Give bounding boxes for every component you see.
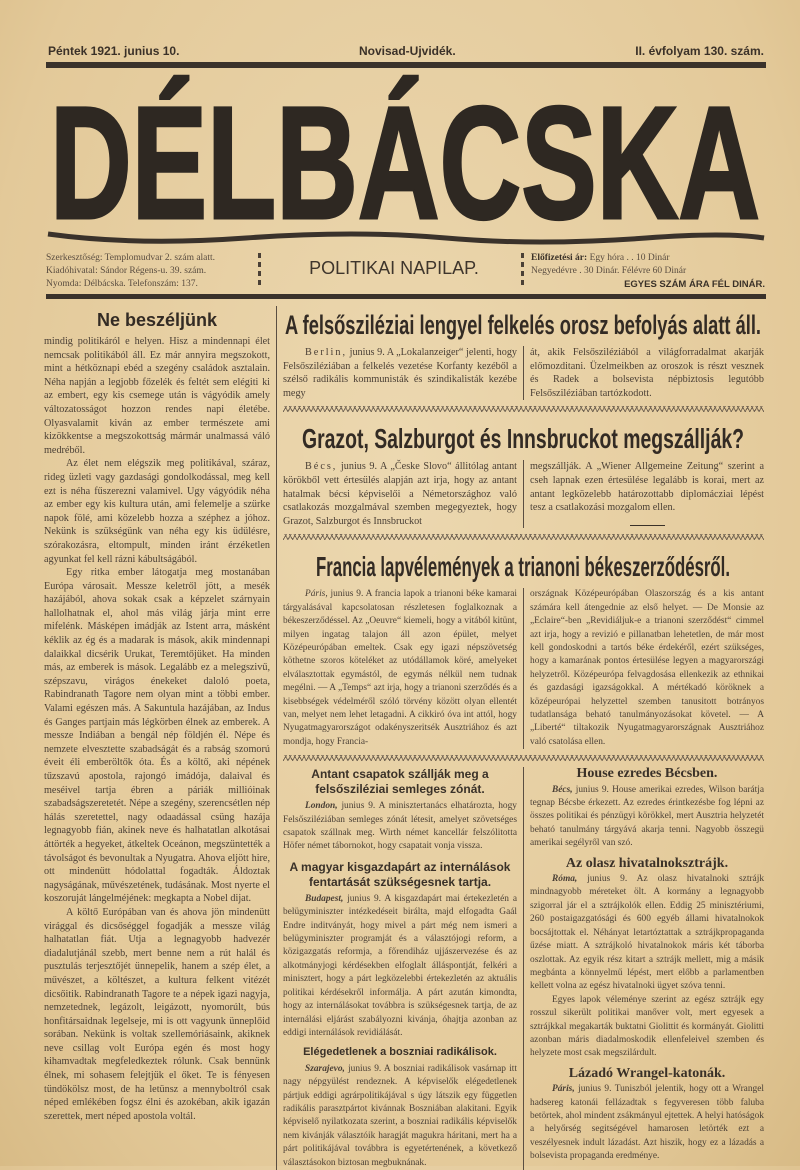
- right-area: [283, 306, 764, 1170]
- lower-columns: [283, 767, 764, 1170]
- separator-dots: [258, 253, 262, 289]
- dateline-place: Páris,: [552, 1084, 575, 1095]
- paragraph: Egy ritka ember látogatja meg mostanában Európa városait. Messze keletről jött, a mesék hazájából, ahova sokak csak a képzelet szárnyain hallolhatnak el, ahol más világ járja mint erre mifelénk. Másképen imádják az Istent arra, másként kéklik az ég és a madarak is mások, akik mindennapi dalaikkal dicsérik Urukat, Teremtőjüket. Ha minden más, az emberek is mások. Legalább ez a melegszivű, szépszavu, virágos énekeket daloló poeta, Rabindranath Tagore nem olyan mint a többi ember. Valami egészen más. A Sakuntula hazájában, az Indus és Ganges partjain más légkörben élnek az emberek. A messze Indiában a bengál nép földjén él. Népe és nemzete elvesztette szabadságát és a rabság szomorú éveit éli emberöltők óta. És a költő, aki népének tűzszavú apostola, rajongó imádója, dalaival és meséivel tartja ébren a páriák millióinak szabadságszeretetét. Népe a szegény, szerencsétlen nép hálás szeretettel, nagy odaadással csüng hazája legnagyobb fián, akinek neve és halhatatlan alkotásai áttörték a hegyeket, átkeltek Oceánon, megszüntették a távolságot és bevonultak a Nyugatra. Ahova eljött hire, ott mindenütt hódolattal fogadták. Áldoztak nagyságának, művészetének, tudásának. Most nyerte el koszoruját lángelméjének: megkapta a Nobel dijat.: [44, 567, 270, 905]
- publisher-info: [46, 252, 256, 291]
- paragraph: mindig politikáról e helyen. Hisz a mindennapi élet nemcsak politikából áll. Ez már annyira megszokott, mint a hétköznapi ebéd a szegény családok asztalain. Néha napján a legjobb főzelék és feltét sem elégiti ki az embert, egy kis csemege után is vágyódik amely változatosságot hozzon rendes napi életébe. Olyasvalamit kiván az ember természete ami kizökkentse a megszokottság mármár unalmassá váló medréből.: [44, 336, 270, 456]
- lead-article-title: Ne beszéljünk: [96, 310, 218, 330]
- article-text: Egyes lapok véleménye szerint az egész sztrájk egy rosszul sikerült politikai manőver volt, mert egyesek a sztrájkkal megakarták buktatni Giolittit és kormányát. Giolitti azonban máris diadalmoskodik ellenfeleivel szemben és helyzete most csak megszilárdult.: [530, 994, 764, 1059]
- subscription-quarterly: Negyedévre . 30 Dinár. Félévre 60 Dinár: [531, 266, 687, 276]
- column-divider: [276, 306, 277, 1170]
- printing-office: Nyomda: Délbácska. Telefonszám: 137.: [46, 279, 198, 289]
- right-column: [530, 767, 764, 1170]
- article-text: országnak Középeurópában Olaszország és a kis antant számára kell átengednie az első helyet. — De Monsie az „Eclaire“-ben „Revidiáljuk-e a trianoni szerződést“ cimmel azt irja, hogy a revizió e pillanatban lehetetlen, de már most kell gondoskodni a tartós béke érdekéről, ezért szükséges, hogy a kamarának pontos értesülése legyen a magyarországi helyzetről. Középeurópa felvagdosása ellenkezik az ethnikai és gazdasági igazságokkal. A mértékadó köröknek a középeurópai helyzettel szemben tanusitott botrányos tudatlansága beható tanulmányozásokat követel. — A „Liberté“ tiltakozik Nyugatmagyarországnak Ausztriához való csatolása ellen.: [530, 589, 764, 747]
- trianon-article: [283, 588, 764, 749]
- wavy-divider: [283, 406, 764, 412]
- main-content: [44, 306, 764, 1170]
- editorial-office: Szerkesztőség: Templomudvar 2. szám alatt.: [46, 253, 216, 263]
- lead-article-body: [44, 335, 270, 1123]
- issue-date: Péntek 1921. junius 10.: [48, 44, 180, 58]
- masthead-title: DÉLBÁCSKA: [50, 73, 760, 232]
- dateline-place: Róma,: [552, 874, 578, 885]
- article-text: junius 9. House amerikai ezredes, Wilson barátja tegnap Bécsbe érkezett. Az ezredes érintkezésbe fog lépni az összes politikai és pénzügyi körökkel, mert Ausztria helyzetét beható tanulmány tárgyává akarja tenni. Nagyobb összegü amerikai segélyről van szó.: [530, 784, 765, 849]
- kisgazda-title: A magyar kisgazdapárt az internálások fentartását szükségesnek tartja.: [289, 859, 511, 889]
- silesia-title: A felsősziléziai lengyel felkelés orosz befolyás alatt áll.: [284, 310, 761, 340]
- issue-place: Novisad-Ujvidék.: [358, 44, 456, 58]
- dateline-place: Bécs,: [305, 461, 338, 473]
- bosnia-title: Elégedetlenek a boszniai radikálisok.: [303, 1046, 497, 1059]
- masthead-logo: [46, 72, 766, 232]
- article-text: junius 9. A francia lapok a trianoni béke kamarai tárgyalásával kapcsolatosan részletesen foglalkoznak a békeszerződéssel. Az „Oeuvre“ kiemeli, hogy a vitából kitünt, milyen ingatag talajon áll azon épület, melyet Középeurópában emeltek. Csak egy igazi népszövetség köthetne szoros köteléket az utódállamok köré, amelyeket elválasztottak egymástól, de egymás nélkül nem tudnak megélni. — A „Temps“ azt irja, hogy a trianoni szerződés és a kisebbségek védelméről szóló törvény között olyan ellentét van, melyet nem lehet letagadni. A cikkiró óva int attól, hogy Nyugatmagyarországot odakényszeritsék Ausztriához és azt mondja, hogy Francia-: [283, 589, 517, 747]
- masthead: [46, 72, 766, 232]
- article-text: junius 9. Tuniszból jelentik, hogy ott a Wrangel hadsereg katonái fellázadtak s fegyveresen több faluba betörtek, ahol mindent zsákmányul ejtettek. A helyi hatóságok a helyőrség segitségével hamarosen letörték ezt a veszélyesnek indult lázadást. Azt hiszik, hogy ez a lázadás a bolsevista propaganda eredménye.: [530, 1084, 764, 1162]
- paragraph: A költő Európában van és ahova jön mindenütt virággal és dicsőséggel fogadják a messze világ halhatatlan fiát. Utja a legnagyobb hadvezér diadalutjánál szebb, mert benne nem a rút halál és pusztulás terjesztőjét ünnepelik, hanem a szép élet, a művészet, a költészet, a kultura felkent vitézét dicsőitik. Rabindranath Tagore te a népek igazi nagyja, nemzetednek, legázolt, leigázott, nyomorúlt, bús honfitársaidnak legelseje, mi is ott vagyunk ünneplőid sorában. Nekünk is voltak szellemóriásaink, akiknek neve csillag volt Európa egén és most hogy kihamvadtak megfeledkeztek rólunk. Csak bennünk élnek, mi sohasem felejtjük el őket. Te is fényesen tündökölsz most, de ha letünsz a mennyboltról csak néped emlékében fogsz élni és azokéban, akik igazán szerettek, mert néped apostola voltál.: [44, 906, 270, 1122]
- single-copy-price: EGYES SZÁM ÁRA FÉL DINÁR.: [624, 279, 765, 290]
- subscription-info: [531, 252, 765, 291]
- olasz-title: Az olasz hivatalnoksztrájk.: [565, 855, 729, 871]
- masthead-bottom-rule: [46, 294, 766, 299]
- dateline-place: Szarajevo,: [305, 1063, 345, 1074]
- graz-title: Grazot, Salzburgot és Innsbruckot megszállják?: [301, 423, 744, 455]
- wrangel-title: Lázadó Wrangel-katonák.: [568, 1065, 726, 1081]
- article-text: junius 9. Az olasz hivatalnoki sztrájk mindnagyobb méreteket ölt. A kormány a legnagyobb szigorral jár el a sztrájkolók ellen. Eddig 25 minisztériumi, 260 postaigazgatósági és 600 egyéb állami hivatalnokok bocsájtottak el. Néhányat letartóztattak a sztrájkpropaganda űzése miatt. A sztrájkoló hivatalnokok máris két táborba oszlottak. Az egyik rész kitart a sztrájk mellett, mig a másik megbánta a könnyelmű lépést, mert előbb a parlamentben kellett volna az egész hivatalnoki ügyet szóva tenni.: [530, 874, 765, 992]
- publishing-office: Kiadóhivatal: Sándor Régens-u. 39. szám.: [46, 266, 207, 276]
- article-text: junius 9. A kisgazdapárt mai értekezletén a belügyminiszter intézkedéseit birálta, majd elfogadta Gaál Endre inditványát, hogy mivel a párt még nem ismeri a belügyminiszter programját és a választójogi reform, a közigazgatás reformja, a főrendiház ujjászervezése és az alkotmányjogi kérdésekben elfoglalt álláspontját, felkéri a minisztert, hogy a párt legközelebbi értekezletén az aktuális politikai kérdésekről informálja. A párt azután kimondta, hogy az internálásokat továbbra is szükségesnek tartja, de az internálási eljárást szabályozni kivánja, óhajtja azonban az eddigi internálások revidiálását.: [283, 893, 518, 1038]
- dateline-place: Budapest,: [305, 893, 344, 904]
- article-text: junius 9. A „Lokalanzeiger“ jelenti, hogy Felsősziléziában a felkelés vezetése Korfanty kezéből a szélső radikális kommunisták és szindikalisták kezébe megy: [283, 347, 518, 399]
- dateline-place: London,: [305, 801, 338, 812]
- house-title: House ezredes Bécsben.: [576, 766, 718, 782]
- masthead-subtitle: POLITIKAI NAPILAP.: [309, 258, 479, 278]
- silesia-headline: [283, 308, 764, 342]
- dateline: [48, 44, 764, 60]
- masthead-swash: [46, 228, 766, 246]
- trianon-title: Francia lapvélemények a trianoni békeszerződésről.: [315, 551, 730, 583]
- article-text: megszállják. A „Wiener Allgemeine Zeitung“ szerint a cseh lapnak ezen értesülése legalább is korai, mert az antant legközelebb határozottabb diplomácziai lépést tesz a csatlakozási mozgalom ellen.: [530, 461, 764, 514]
- wavy-divider: [283, 534, 764, 540]
- end-rule: [630, 525, 665, 526]
- graz-article: [283, 460, 764, 528]
- wavy-divider: [283, 755, 764, 761]
- article-text: át, akik Felsősziléziából a világforradalmat akarják előmozditani. Üzelmeikben az oroszok is részt vesznek és Radek a bolsevista népbiztosis legutóbb Felsősziléziában tartózkodott.: [530, 347, 764, 399]
- top-rule: [46, 62, 766, 68]
- dateline-place: Bécs,: [552, 784, 573, 795]
- subscription-monthly: Egy hóra . . 10 Dinár: [589, 253, 670, 263]
- antant-title: Antant csapatok szállják meg a felsősziléziai semleges zónát.: [311, 767, 489, 797]
- column-divider: [523, 767, 524, 1170]
- subscription-label: Előfizetési ár:: [531, 253, 588, 263]
- issue-number: II. évfolyam 130. szám.: [635, 44, 764, 58]
- middle-column: [283, 767, 517, 1170]
- article-text: junius 9. A boszniai radikálisok vasárnap itt nagy népgyülést rendeznek. A képviselők elégedetlenek pártjuk eddigi agrárpolitikájával s úgy látszik egy független radikális parasztpártot kivánnak Boszniában alakitani. Egyik képviselő nyilatkozata szerint, a boszniai radikális képviselők nem kivánják választóik haragját magukra háritani, mert ha a párt politikájával továbbra is egyetértenének, a következő választásokon biztosan megbuknának.: [283, 1063, 518, 1168]
- separator-dots: [521, 253, 525, 289]
- article-text: junius 9. A „Česke Slovo“ állitólag antant körökből vett értesülés alapján azt irja, hogy az antant hatalmak bécsi képviselői a Németországhoz való csatlakozás mozgalmával szemben megegyeztek, hogy Grazot, Salzburgot és Innsbruckot: [283, 461, 518, 527]
- dateline-place: Páris,: [305, 589, 328, 600]
- dateline-place: Berlin,: [305, 347, 348, 358]
- graz-headline: [283, 420, 764, 456]
- article-text: junius 9. A minisztertanács elhatározta, hogy Felsősziléziában semleges zónát létesit, amelyet szövetséges csapatok szállnak meg. Wirth német kancellár felszólitotta Höfer német tábornokot, hogy csapatait vonja vissza.: [283, 801, 517, 852]
- paragraph: Az élet nem elégszik meg politikával, száraz, rideg üzleti vagy gazdasági gondolkodással, meg kell ezt is néha fűszerezni valamivel. Ugy vágyódik néha az ember egy kis kultura után, ami felemelje a szürke napok fölé, ami közelebb hozza a széphez a jóhoz. Nekünk is szükségünk van néha egy kis üdülésre, szórakozásra, eltompult, minden iránt érzéketlen agyunkat fel kell rázni kábultságából.: [44, 458, 270, 565]
- trianon-headline: [283, 548, 764, 584]
- silesia-article: [283, 346, 764, 400]
- lead-article: [44, 306, 270, 1170]
